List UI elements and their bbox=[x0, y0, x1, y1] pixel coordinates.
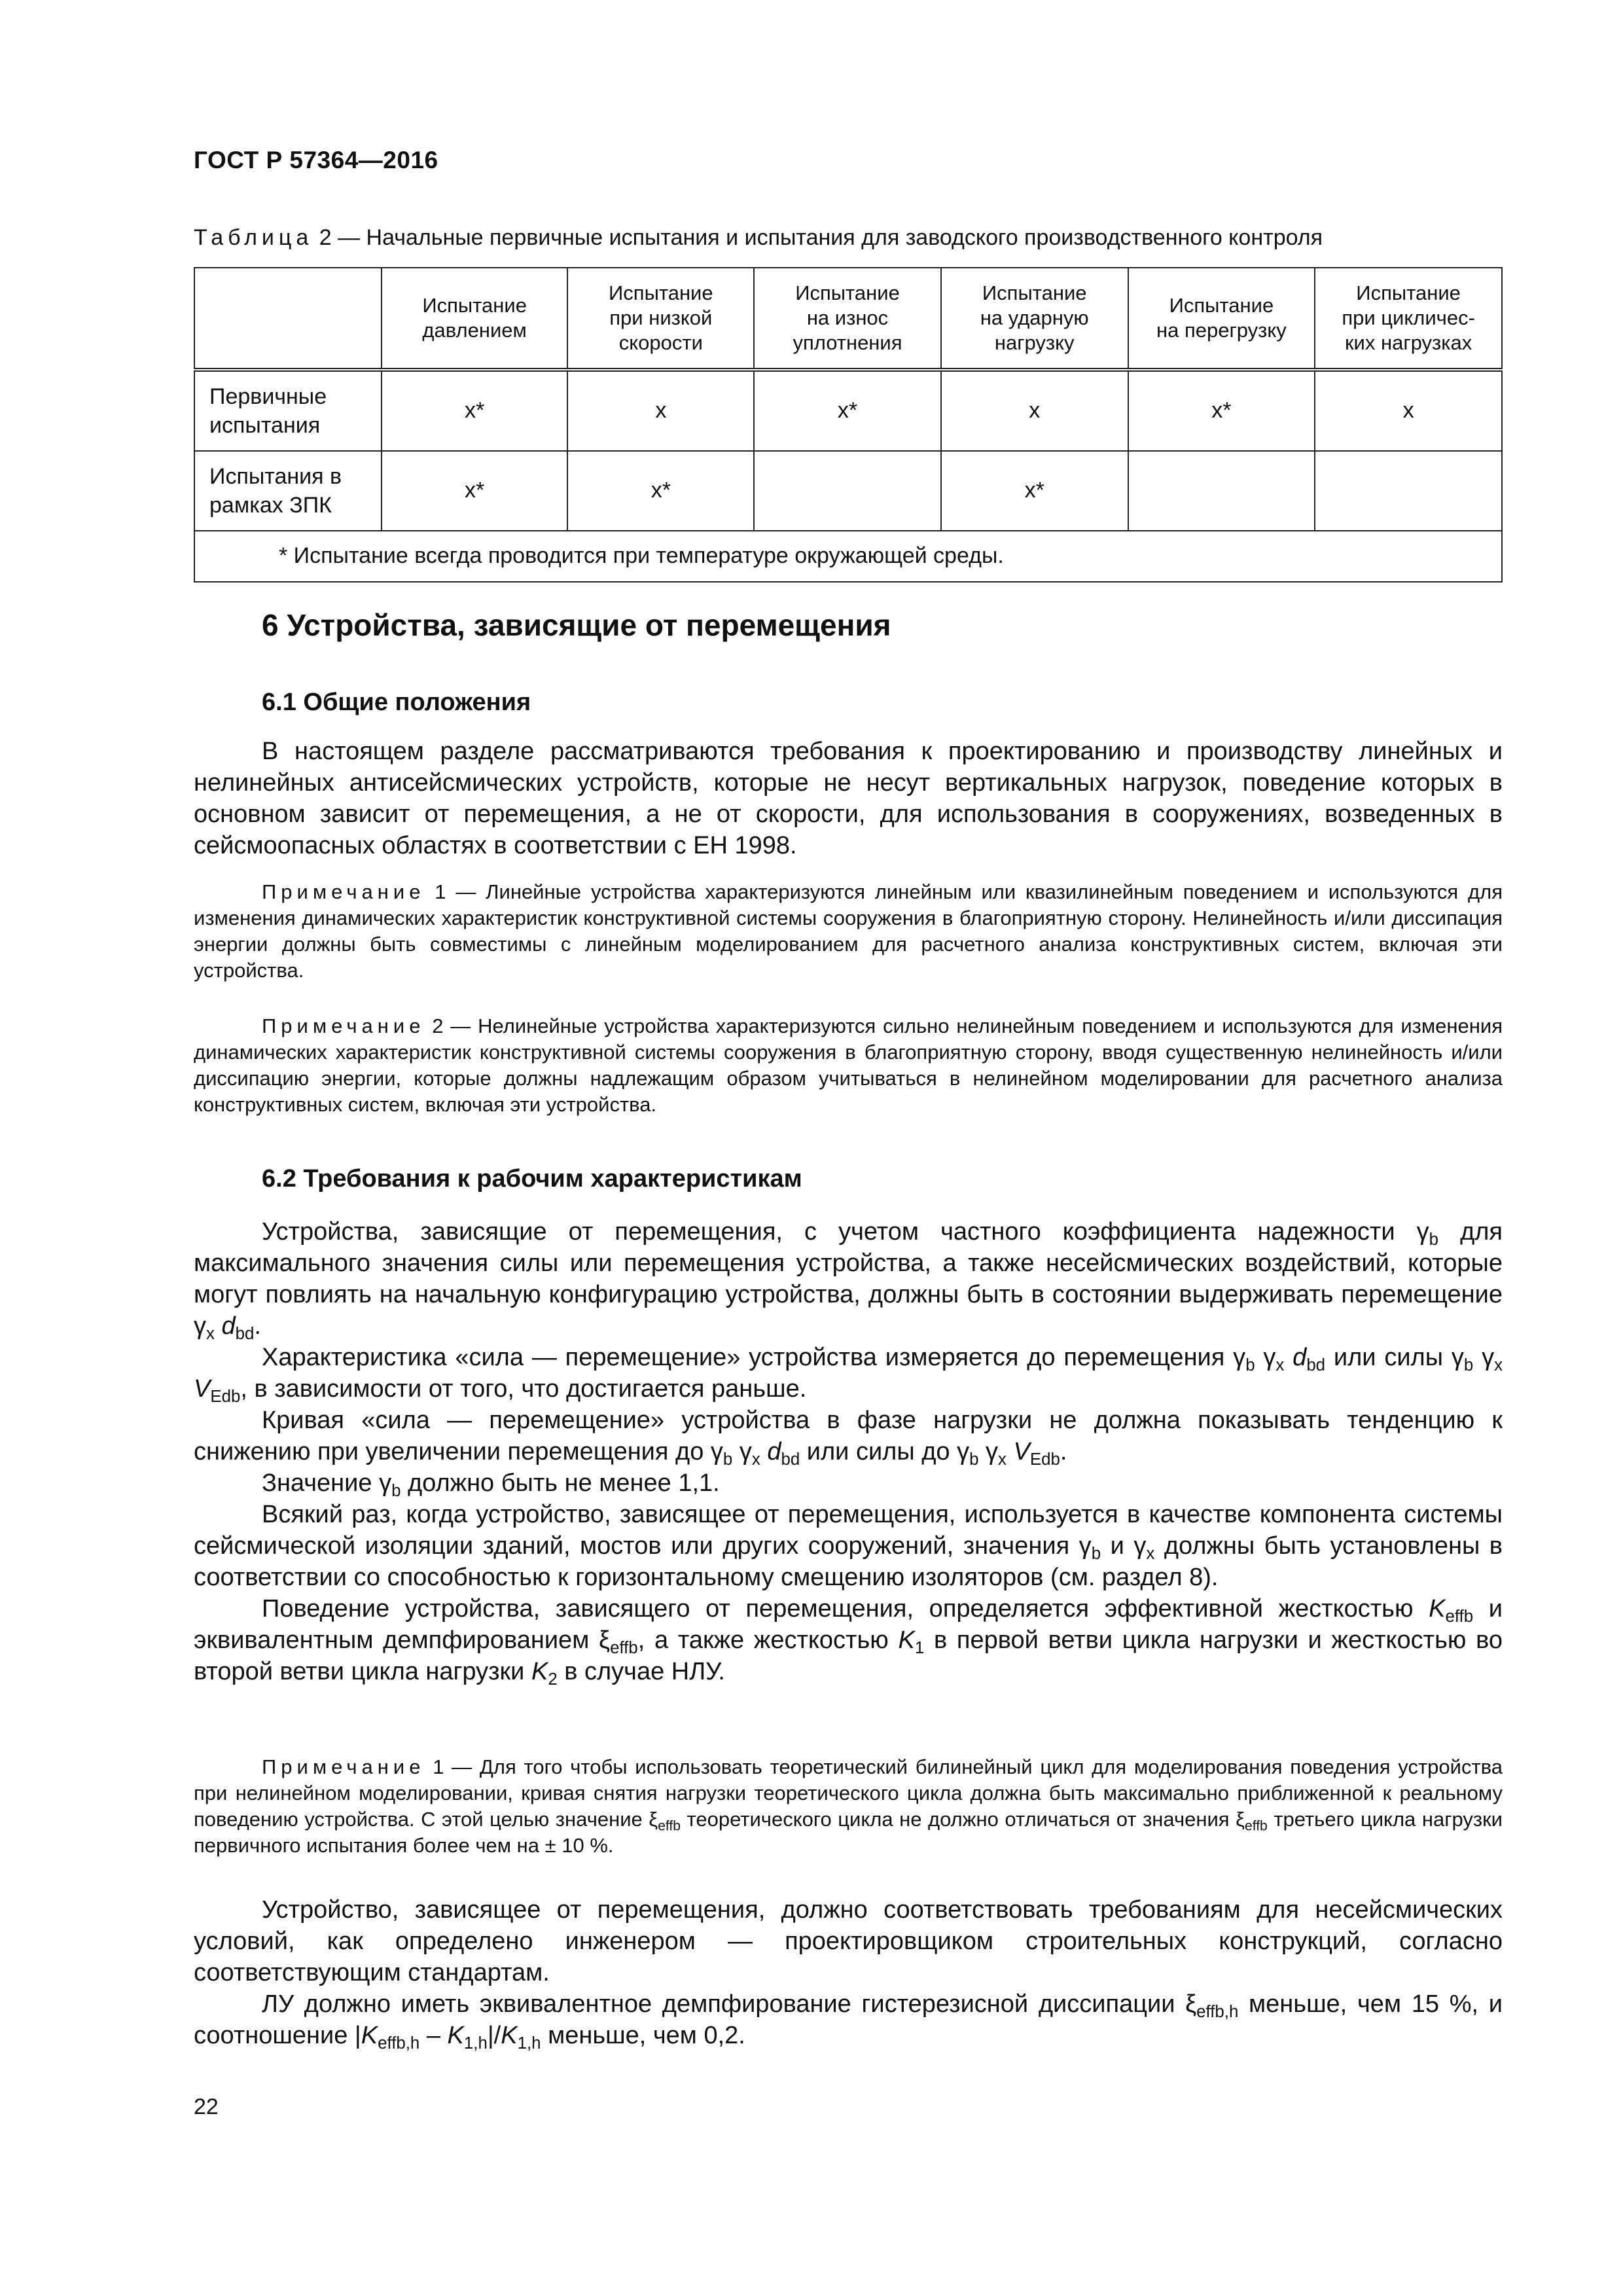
column-header: Испытание на износ уплотнения bbox=[754, 268, 941, 370]
table-cell: x bbox=[567, 370, 754, 451]
paragraph-text: Поведение устройства, зависящего от перемещения, определяется эффективной жесткостью $K_{effb}$ и эквивалентным демпфированием $\xi_{effb}$, а также жесткостью $K_1$ в первой ветви цикла нагрузки и жесткостью во второй ветви цикла нагрузки $K_2$ в случае НЛУ. bbox=[194, 1595, 1503, 1689]
subsection-title: 6.2 Требования к рабочим характеристикам bbox=[262, 1165, 802, 1193]
note-label: Примечание bbox=[262, 1755, 425, 1778]
table-cell: x bbox=[1315, 370, 1502, 451]
note-text: Примечание 1 — Для того чтобы использовать теоретический билинейный цикл для моделирования поведения устройства при нелинейном моделировании, кривая снятия нагрузки теоретического цикла должна быть максимально приближенной к реальному поведению устройства. С этой целью значение $\xi_{effb}$ теоретического цикла не должно отличаться от значения $\xi_{effb}$ третьего цикла нагрузки первичного испытания более чем на ± 10 %. bbox=[194, 1755, 1503, 1857]
table-cell bbox=[754, 451, 941, 531]
table-header-row bbox=[194, 268, 1502, 370]
note-label: Примечание bbox=[262, 880, 425, 903]
table-cell: x* bbox=[382, 451, 568, 531]
column-header: Испытание при цикличес- ких нагрузках bbox=[1315, 268, 1502, 370]
table-cell: x* bbox=[567, 451, 754, 531]
paragraph bbox=[194, 736, 1503, 861]
table-cell bbox=[1128, 451, 1315, 531]
subsection-title: 6.1 Общие положения bbox=[262, 689, 531, 716]
table-footnote-row bbox=[194, 531, 1502, 582]
note-text bbox=[194, 879, 1503, 984]
note-text bbox=[194, 1013, 1503, 1118]
table-cell: x* bbox=[754, 370, 941, 451]
paragraph-text: ЛУ должно иметь эквивалентное демпфирование гистерезисной диссипации $\xi_{effb,h}$ меньше, чем 15 %, и соотношение $|K_{effb,h} - K_{1,h}|/K_{1,h}$ меньше, чем 0,2. bbox=[194, 1990, 1503, 2053]
paragraph-text: Устройство, зависящее от перемещения, должно соответствовать требованиям для несейсмических условий, как определено инженером — проектировщиком строительных конструкций, согласно соответствующим стандартам. bbox=[194, 1896, 1503, 1986]
row-label: Испытания в рамках ЗПК bbox=[194, 451, 382, 531]
note-body: 2 — Нелинейные устройства характеризуются сильно нелинейным поведением и используются для изменения динамических характеристик конструктивной системы сооружения в благоприятную сторону, вводя существенную нелинейность и/или диссипацию энергии, которые должны надлежащим образом учитываться в нелинейном моделировании для расчетного анализа конструктивных систем, включая эти устройства. bbox=[194, 1014, 1503, 1116]
table-cell: x* bbox=[1128, 370, 1315, 451]
row-label: Первичные испытания bbox=[194, 370, 382, 451]
note bbox=[194, 879, 1503, 984]
document-header: ГОСТ Р 57364—2016 bbox=[194, 147, 438, 173]
paragraph-text: Значение $\gamma_b$ должно быть не менее 1,1. bbox=[262, 1469, 720, 1500]
paragraph-text: Характеристика «сила — перемещение» устройства измеряется до перемещения $\gamma_b$ $\gamma_x$ $d_{bd}$ или силы $\gamma_b$ $\gamma_x$ $V_{Edb}$, в зависимости от того, что достигается раньше. bbox=[194, 1344, 1503, 1406]
table-cell bbox=[1315, 451, 1502, 531]
table-cell: x bbox=[941, 370, 1128, 451]
column-header: Испытание при низкой скорости bbox=[567, 268, 754, 370]
paragraph-text: В настоящем разделе рассматриваются требования к проектированию и производству линейных и нелинейных антисейсмических устройств, которые не несут вертикальных нагрузок, поведение которых в основном зависит от перемещения, а не от скорости, для использования в сооружениях, возведенных в сейсмоопасных областях в соответствии с ЕН 1998. bbox=[194, 738, 1503, 859]
paragraph-block bbox=[194, 1894, 1503, 2051]
caption-text: 2 — Начальные первичные испытания и испытания для заводского производственного контроля bbox=[313, 225, 1323, 250]
section-title: 6 Устройства, зависящие от перемещения bbox=[262, 608, 891, 642]
note-body: 1 — Линейные устройства характеризуются линейным или квазилинейным поведением и используются для изменения динамических характеристик конструктивной системы сооружения в благоприятную сторону. Нелинейность и/или диссипация энергии должны быть совместимы с линейным моделированием для расчетного анализа конструктивных систем, включая эти устройства. bbox=[194, 880, 1503, 982]
column-header: Испытание давлением bbox=[382, 268, 568, 370]
paragraph-text: Устройства, зависящие от перемещения, с учетом частного коэффициента надежности $\gamma_b$ для максимального значения силы или перемещения устройства, а также несейсмических воздействий, которые могут повлиять на начальную конфигурацию устройства, должны быть в состоянии выдерживать перемещение $\gamma_x$ $d_{bd}$. bbox=[194, 1218, 1503, 1343]
note bbox=[194, 1013, 1503, 1118]
caption-prefix: Таблица bbox=[194, 225, 313, 250]
page-number: 22 bbox=[194, 2094, 219, 2119]
table-row bbox=[194, 451, 1502, 531]
tests-table bbox=[194, 267, 1503, 583]
header-empty-cell bbox=[194, 268, 382, 370]
table-caption bbox=[194, 225, 1323, 251]
table-cell: x* bbox=[382, 370, 568, 451]
column-header: Испытание на перегрузку bbox=[1128, 268, 1315, 370]
note bbox=[194, 1754, 1503, 1859]
paragraph-text: Кривая «сила — перемещение» устройства в фазе нагрузки не должна показывать тенденцию к снижению при увеличении перемещения до $\gamma_b$ $\gamma_x$ $d_{bd}$ или силы до $\gamma_b$ $\gamma_x$ $V_{Edb}$. bbox=[194, 1407, 1503, 1469]
paragraph-block bbox=[194, 1216, 1503, 1687]
table-footnote: * Испытание всегда проводится при температуре окружающей среды. bbox=[194, 531, 1502, 582]
note-label: Примечание bbox=[262, 1014, 425, 1037]
table-cell: x* bbox=[941, 451, 1128, 531]
paragraph-text: Всякий раз, когда устройство, зависящее от перемещения, используется в качестве компонента системы сейсмической изоляции зданий, мостов или других сооружений, значения $\gamma_b$ и $\gamma_x$ должны быть установлены в соответствии со способностью к горизонтальному смещению изоляторов (см. раздел 8). bbox=[194, 1501, 1503, 1591]
column-header: Испытание на ударную нагрузку bbox=[941, 268, 1128, 370]
table-row bbox=[194, 370, 1502, 451]
